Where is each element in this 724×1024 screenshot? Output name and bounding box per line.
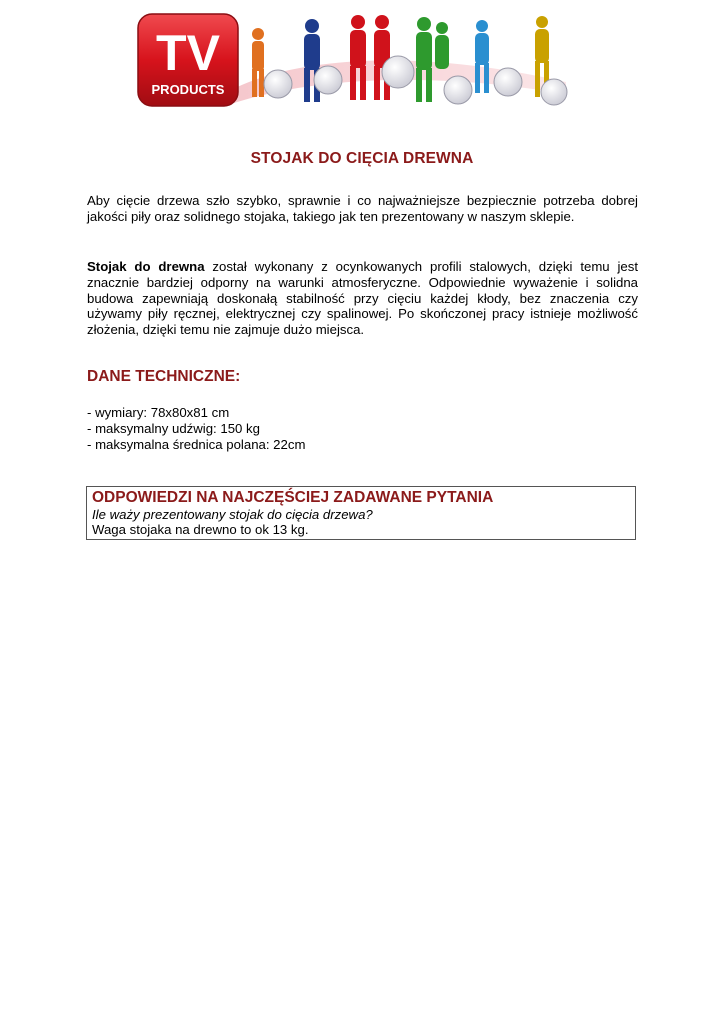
logo-sub-text: PRODUCTS [151,82,225,97]
spec-item: - maksymalna średnica polana: 22cm [87,437,305,453]
faq-box [86,486,636,540]
product-bubble-icon [444,76,472,104]
description-lead: Stojak do drewna [87,259,205,274]
logo-main-text: TV [156,25,220,81]
specs-heading: DANE TECHNICZNE: [87,368,241,385]
product-bubble-icon [494,68,522,96]
intro-paragraph: Aby cięcie drzewa szło szybko, sprawnie i co najważniejsze bezpiecznie potrzeba dobrej jakości piły oraz solidnego stojaka, takiego jak ten prezentowany w naszym sklepie. [87,193,638,224]
faq-heading: ODPOWIEDZI NA NAJCZĘŚCIEJ ZADAWANE PYTANIA [92,489,494,506]
person-red-icon [350,15,390,100]
product-bubble-icon [541,79,567,105]
tv-products-logo [138,14,238,106]
specs-list [87,405,305,453]
faq-question: Ile waży prezentowany stojak do cięcia drzewa? [92,507,373,522]
product-bubble-icon [314,66,342,94]
description-paragraph [87,259,638,338]
spec-item: - wymiary: 78x80x81 cm [87,405,305,421]
page-title: STOJAK DO CIĘCIA DREWNA [250,150,474,167]
header-banner [136,12,572,110]
faq-answer: Waga stojaka na drewno to ok 13 kg. [92,522,309,537]
product-bubble-icon [382,56,414,88]
spec-item: - maksymalny udźwig: 150 kg [87,421,305,437]
description-body: został wykonany z ocynkowanych profili stalowych, dzięki temu jest znacznie bardziej odporny na warunki atmosferyczne. Odpowiednie wyważenie i solidna budowa zapewniają doskonałą stabilność przy cięciu każdej kłody, bez znaczenia czy używamy piły ręcznej, elektrycznej czy spalinowej. Po skończonej pracy istnieje możliwość złożenia, dzięki temu nie zajmuje dużo miejsca. [87,259,639,338]
product-bubble-icon [264,70,292,98]
